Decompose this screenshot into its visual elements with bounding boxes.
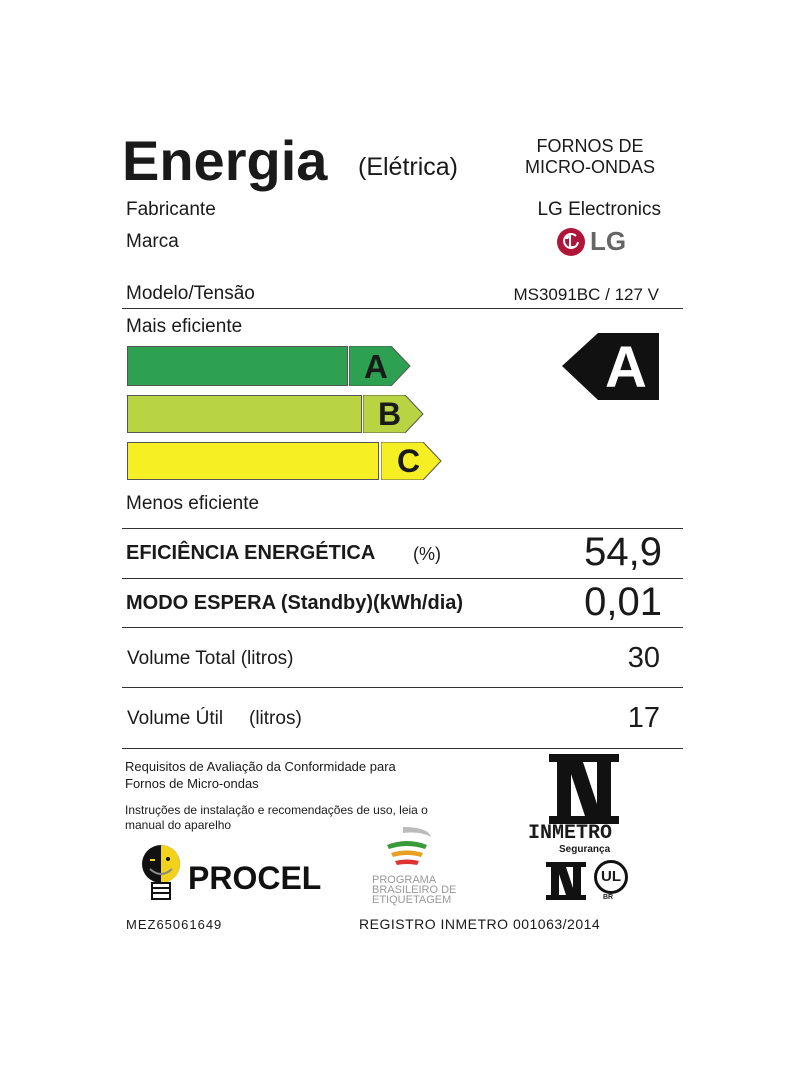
brand-label: Marca: [126, 231, 179, 252]
pbe-logo-text: [372, 875, 456, 905]
usable-volume-unit: (litros): [249, 708, 302, 729]
pbe-logo-icon: [385, 823, 433, 873]
label-code: MEZ65061649: [126, 917, 223, 932]
class-a-letter: A: [364, 348, 388, 385]
text-line: Requisitos de Avaliação da Conformidade para: [125, 759, 396, 774]
inmetro-registration: REGISTRO INMETRO 001063/2014: [359, 916, 601, 932]
label-title: Energia: [122, 129, 328, 192]
standby-label: MODO ESPERA (Standby)(kWh/dia): [126, 592, 464, 614]
standby-value: 0,01: [584, 580, 662, 624]
procel-logo-text: PROCEL: [188, 860, 322, 896]
inmetro-text: INMETRO: [528, 822, 613, 845]
text-line: BRASILEIRO DE: [372, 884, 457, 896]
ul-sub: BR: [603, 894, 614, 901]
efficiency-value: 54,9: [584, 530, 662, 574]
text-line: PROGRAMA: [372, 874, 437, 886]
total-volume-label: Volume Total (litros): [127, 648, 294, 669]
rating-letter: A: [605, 335, 647, 400]
text-line: manual do aparelho: [125, 818, 232, 832]
text-line: Fornos de Micro-ondas: [125, 776, 259, 791]
divider: [122, 748, 683, 749]
instructions-text: [125, 803, 428, 833]
manufacturer-value: LG Electronics: [537, 199, 661, 220]
brand-value: LG: [590, 226, 627, 256]
model-value: MS3091BC / 127 V: [513, 285, 659, 304]
requirements-text: [125, 758, 396, 792]
model-label: Modelo/Tensão: [126, 283, 255, 304]
scale-top-label: Mais eficiente: [126, 316, 243, 337]
category-line: MICRO-ONDAS: [525, 157, 655, 177]
divider: [122, 627, 683, 628]
efficiency-label: EFICIÊNCIA ENERGÉTICA: [126, 542, 376, 564]
usable-volume-label: Volume Útil: [127, 708, 224, 729]
category-line: FORNOS DE: [536, 136, 644, 156]
divider: [122, 308, 683, 309]
efficiency-unit: (%): [413, 544, 441, 564]
procel-bulb-icon: [140, 843, 182, 905]
class-b-bar: [127, 395, 362, 433]
label-subtitle: (Elétrica): [358, 153, 459, 181]
ul-logo: UL: [594, 860, 628, 894]
divider: [122, 687, 683, 688]
class-a-bar: [127, 346, 348, 386]
inmetro-sub: Segurança: [559, 844, 611, 855]
total-volume-value: 30: [627, 642, 660, 674]
inmetro-small-icon: [546, 862, 586, 900]
class-c-bar: [127, 442, 379, 480]
text-line: Instruções de instalação e recomendações de uso, leia o: [125, 803, 428, 817]
scale-bottom-label: Menos eficiente: [126, 493, 260, 514]
manufacturer-label: Fabricante: [126, 199, 216, 220]
divider: [122, 578, 683, 579]
usable-volume-value: 17: [627, 702, 660, 734]
lg-logo: [556, 226, 626, 257]
class-b-letter: B: [378, 396, 402, 432]
product-category: [520, 136, 660, 178]
divider: [122, 528, 683, 529]
text-line: ETIQUETAGEM: [372, 894, 452, 906]
inmetro-logo-icon: [549, 754, 619, 824]
class-c-letter: C: [397, 443, 421, 479]
lg-face-icon: [556, 227, 586, 257]
